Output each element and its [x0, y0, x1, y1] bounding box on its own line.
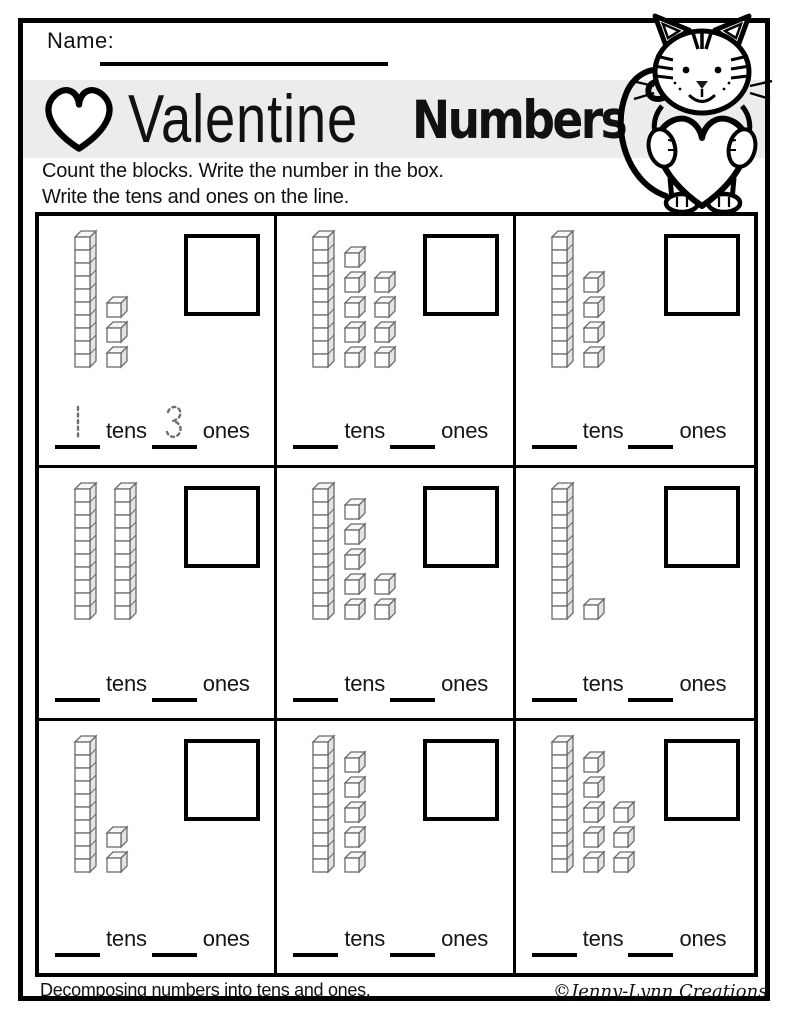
ones-cube — [614, 802, 634, 822]
answer-box[interactable] — [184, 234, 260, 316]
heart-icon — [33, 82, 125, 159]
ones-cube — [584, 827, 604, 847]
ones-label: ones — [679, 925, 727, 951]
instruction-line-1: Count the blocks. Write the number in the box. — [42, 160, 444, 182]
ones-blank-line[interactable] — [628, 407, 673, 449]
tens-label: tens — [106, 670, 147, 696]
tens-blank-line[interactable] — [293, 660, 338, 702]
ones-blank-line[interactable] — [628, 660, 673, 702]
worksheet-cell — [277, 216, 515, 468]
ones-label: ones — [441, 670, 489, 696]
traced-digit — [163, 404, 185, 442]
tens-rod — [313, 231, 334, 367]
ones-cube — [614, 827, 634, 847]
answer-line — [55, 660, 255, 702]
ones-cube — [375, 297, 395, 317]
answer-line — [55, 915, 255, 957]
traced-digit — [67, 404, 89, 442]
ones-cube — [584, 599, 604, 619]
tens-rod — [75, 736, 96, 872]
cat-with-heart-illustration — [596, 10, 774, 219]
answer-line — [293, 660, 493, 702]
tens-rod — [75, 483, 96, 619]
ones-blank-line[interactable] — [390, 660, 435, 702]
worksheet-cell — [277, 468, 515, 720]
ones-blank-line[interactable] — [390, 915, 435, 957]
ones-cube — [345, 549, 365, 569]
ones-cube — [375, 272, 395, 292]
tens-blank-line[interactable] — [293, 915, 338, 957]
tens-blank-line[interactable] — [55, 915, 100, 957]
ones-cube — [107, 322, 127, 342]
tens-blank-line[interactable] — [55, 660, 100, 702]
tens-rod — [313, 483, 334, 619]
ones-cube — [107, 297, 127, 317]
ones-cube — [107, 852, 127, 872]
footer-credit: ©Jenny-Lynn Creations — [553, 981, 768, 1002]
ones-blank-line[interactable] — [152, 660, 197, 702]
ones-cube — [345, 272, 365, 292]
tens-label: tens — [344, 925, 386, 951]
ones-cube — [107, 827, 127, 847]
ones-cube — [345, 322, 365, 342]
tens-blank-line[interactable] — [532, 660, 577, 702]
ones-cube — [345, 574, 365, 594]
instruction-line-2: Write the tens and ones on the line. — [42, 186, 350, 208]
tens-blank-line[interactable] — [55, 407, 100, 449]
ones-cube — [375, 322, 395, 342]
tens-blank-line[interactable] — [293, 407, 338, 449]
ones-label: ones — [441, 925, 489, 951]
tens-label: tens — [344, 418, 386, 444]
answer-box[interactable] — [184, 739, 260, 821]
answer-box[interactable] — [664, 234, 740, 316]
tens-label: tens — [582, 418, 624, 444]
tens-label: tens — [344, 670, 386, 696]
worksheet-cell — [516, 468, 754, 720]
ones-cube — [345, 499, 365, 519]
answer-line — [532, 915, 732, 957]
ones-label: ones — [679, 418, 727, 444]
ones-cube — [107, 347, 127, 367]
blocks-grid — [35, 212, 758, 977]
ones-cube — [584, 272, 604, 292]
ones-cube — [375, 347, 395, 367]
tens-label: tens — [582, 925, 624, 951]
name-label: Name: — [47, 28, 115, 53]
answer-line — [293, 915, 493, 957]
ones-label: ones — [679, 670, 727, 696]
answer-box[interactable] — [423, 234, 499, 316]
answer-box[interactable] — [664, 486, 740, 568]
ones-cube — [375, 599, 395, 619]
tens-rod — [552, 736, 573, 872]
ones-label: ones — [202, 418, 250, 444]
answer-box[interactable] — [423, 739, 499, 821]
answer-line — [293, 407, 493, 449]
ones-cube — [345, 347, 365, 367]
footer-caption: Decomposing numbers into tens and ones. — [40, 980, 371, 1000]
tens-rod — [115, 483, 136, 619]
ones-label: ones — [202, 670, 250, 696]
ones-cube — [584, 752, 604, 772]
ones-cube — [375, 574, 395, 594]
ones-blank-line[interactable] — [152, 407, 197, 449]
ones-cube — [345, 802, 365, 822]
worksheet-cell — [516, 216, 754, 468]
ones-cube — [614, 852, 634, 872]
ones-blank-line[interactable] — [390, 407, 435, 449]
tens-rod — [552, 483, 573, 619]
tens-label: tens — [106, 418, 147, 444]
answer-line — [532, 407, 732, 449]
ones-cube — [345, 777, 365, 797]
name-write-line[interactable] — [100, 62, 388, 66]
ones-cube — [584, 802, 604, 822]
answer-box[interactable] — [423, 486, 499, 568]
ones-cube — [584, 297, 604, 317]
page-title-numbers: Numbers — [412, 90, 626, 151]
page-title-valentine: Valentine — [128, 81, 359, 157]
ones-blank-line[interactable] — [152, 915, 197, 957]
worksheet-cell — [39, 721, 277, 973]
ones-cube — [345, 827, 365, 847]
tens-blank-line[interactable] — [532, 915, 577, 957]
answer-line — [532, 660, 732, 702]
ones-cube — [345, 599, 365, 619]
ones-cube — [584, 347, 604, 367]
ones-cube — [345, 247, 365, 267]
tens-label: tens — [582, 670, 624, 696]
ones-cube — [345, 524, 365, 544]
ones-cube — [584, 322, 604, 342]
worksheet-cell — [277, 721, 515, 973]
tens-label: tens — [106, 925, 147, 951]
worksheet-cell — [39, 468, 277, 720]
ones-cube — [584, 852, 604, 872]
tens-rod — [313, 736, 334, 872]
worksheet-cell — [516, 721, 754, 973]
tens-blank-line[interactable] — [532, 407, 577, 449]
answer-box[interactable] — [664, 739, 740, 821]
tens-rod — [75, 231, 96, 367]
ones-label: ones — [441, 418, 489, 444]
ones-cube — [345, 752, 365, 772]
ones-cube — [345, 297, 365, 317]
ones-cube — [584, 777, 604, 797]
ones-blank-line[interactable] — [628, 915, 673, 957]
worksheet-cell — [39, 216, 277, 468]
answer-box[interactable] — [184, 486, 260, 568]
ones-cube — [345, 852, 365, 872]
tens-rod — [552, 231, 573, 367]
ones-label: ones — [202, 925, 250, 951]
answer-line — [55, 407, 255, 449]
